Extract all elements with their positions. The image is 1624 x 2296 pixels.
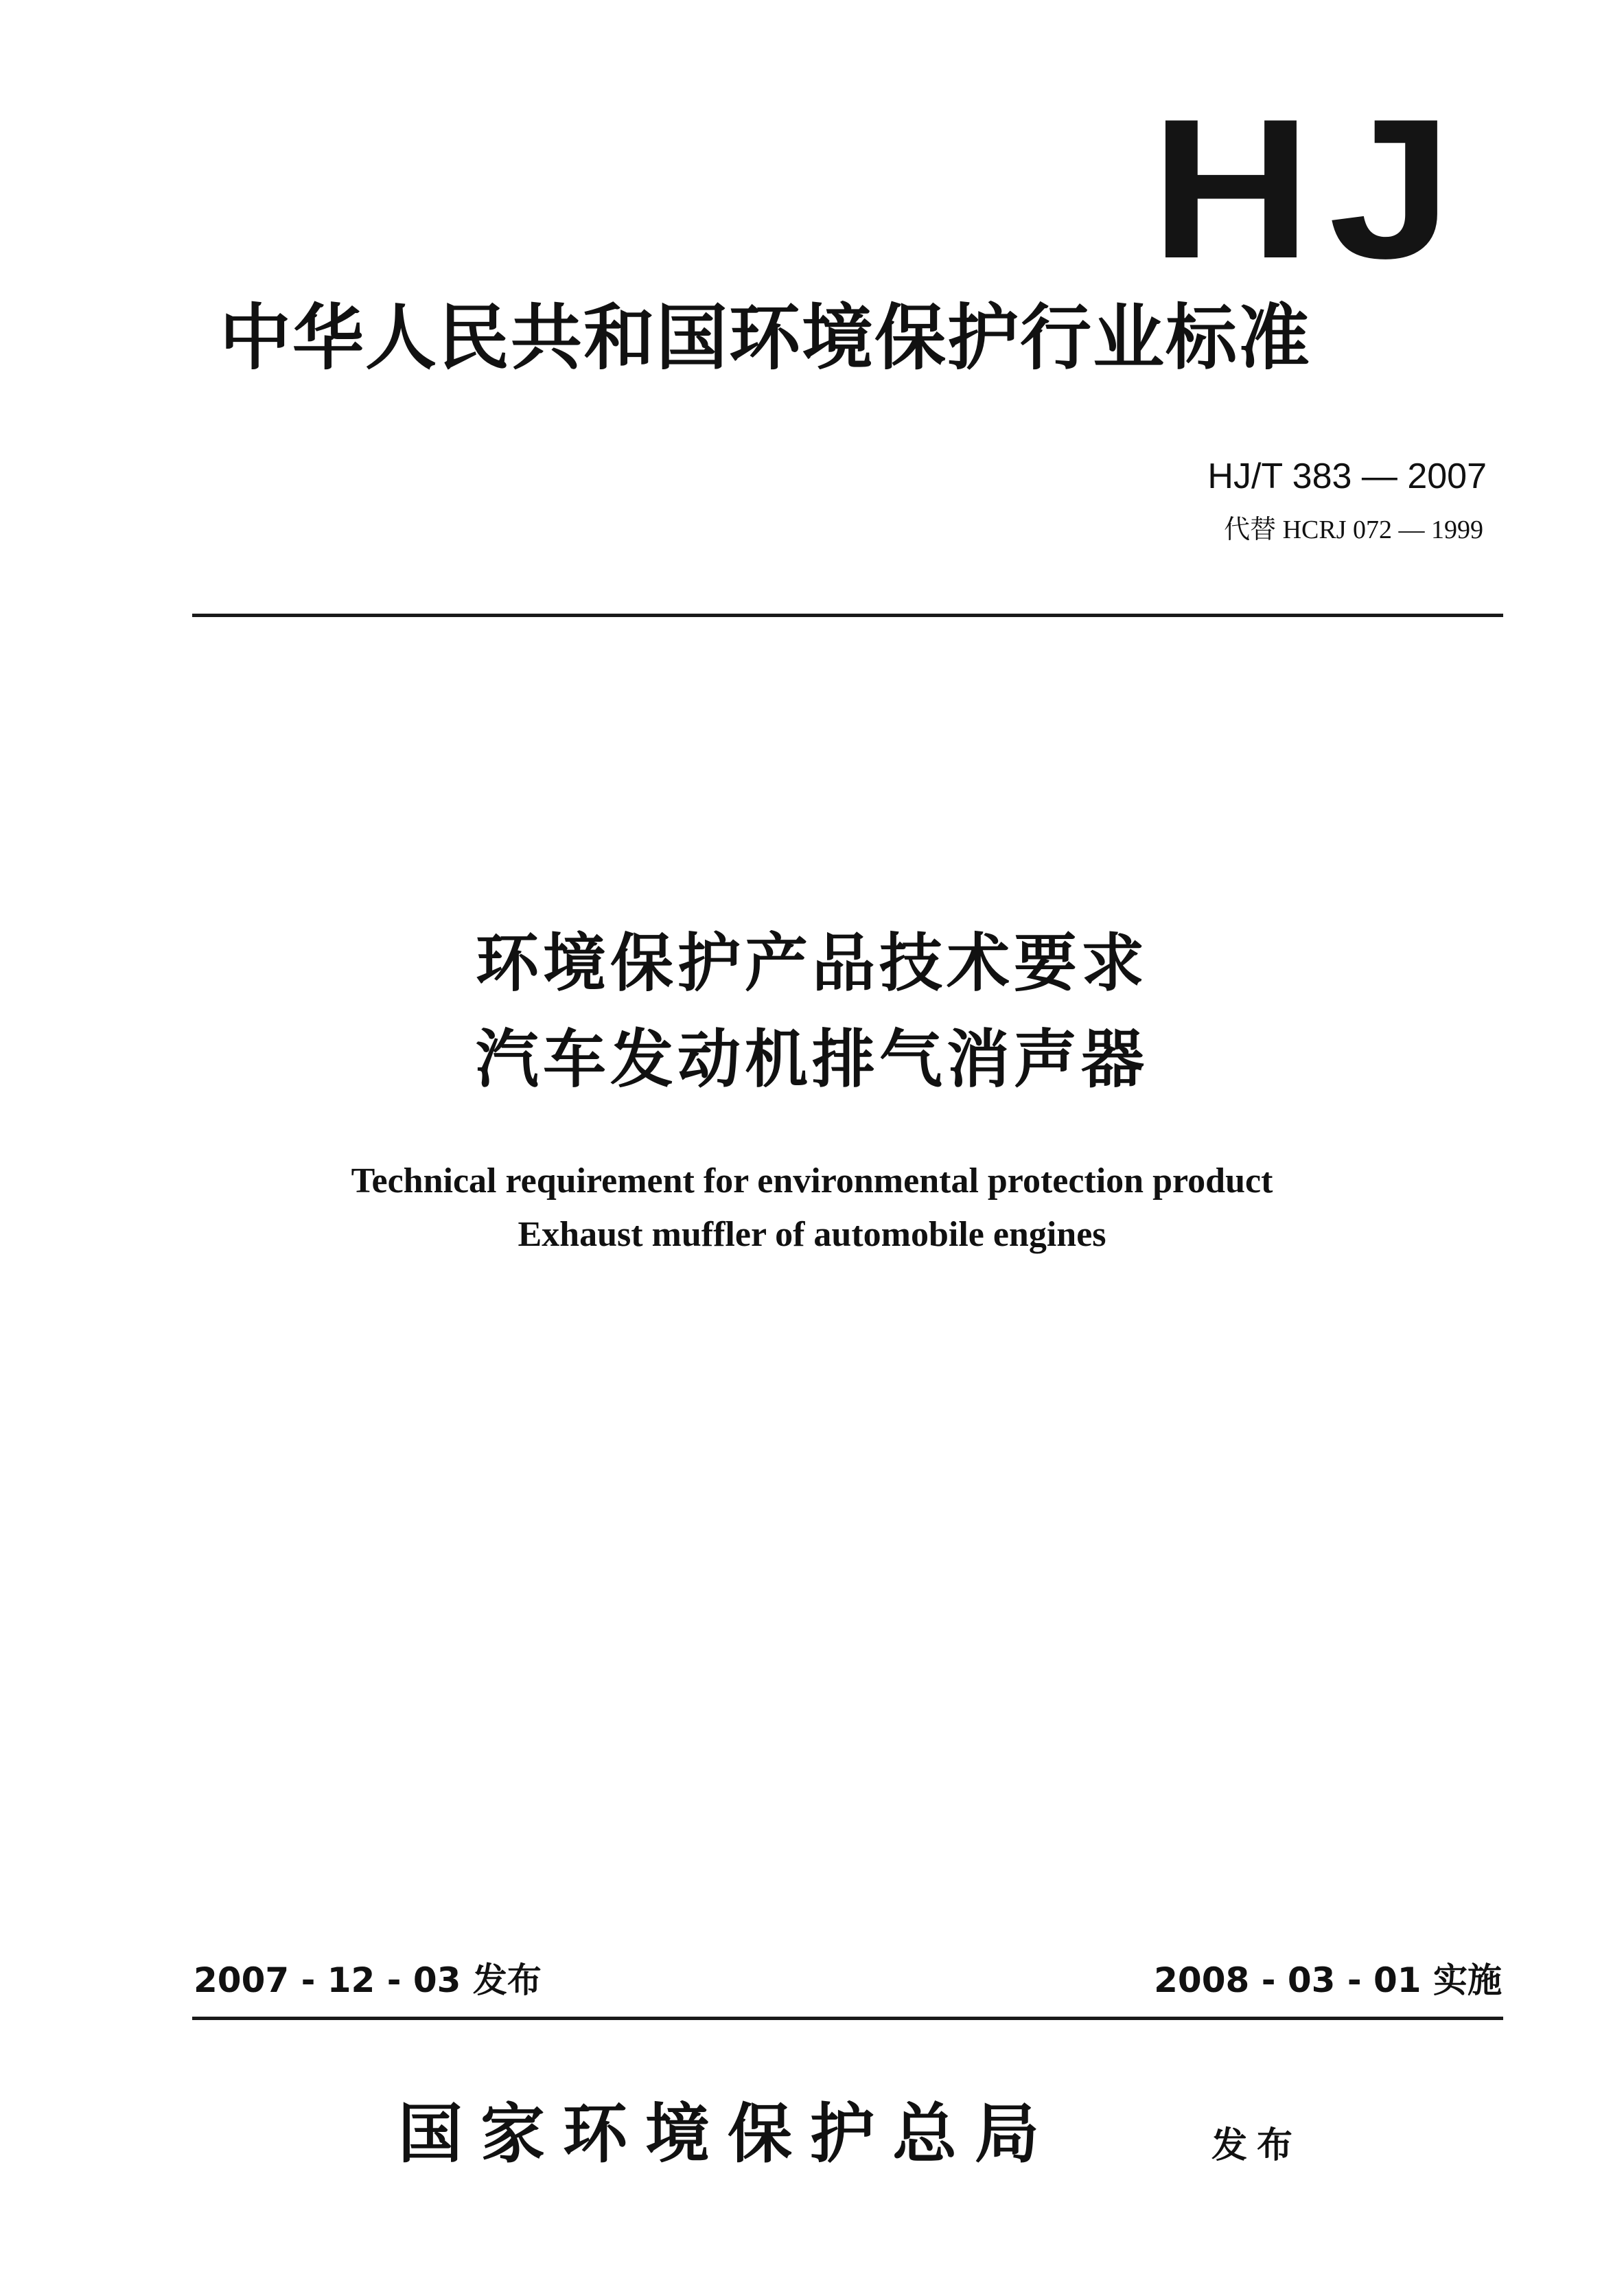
standard-code: HJ/T 383 — 2007 <box>1207 456 1487 496</box>
hj-logo: HJ <box>1150 78 1470 300</box>
standard-category-title: 中华人民共和国环境保护行业标准 <box>220 296 1312 380</box>
implementation-date: 2008 - 03 - 01 实施 <box>1154 1960 1502 2000</box>
title-english-line-2: Exhaust muffler of automobile engines <box>518 1215 1106 1254</box>
footer-divider <box>192 2017 1503 2020</box>
title-english-line-1: Technical requirement for environmental protection product <box>351 1161 1273 1201</box>
title-chinese-line-2: 汽车发动机排气消声器 <box>475 1023 1148 1096</box>
title-chinese-line-1: 环境保护产品技术要求 <box>475 927 1148 1000</box>
publish-label: 发布 <box>1211 2124 1303 2166</box>
replaces-standard: 代替 HCRJ 072 — 1999 <box>1224 515 1483 544</box>
publisher-name: 国家环境保护总局 <box>398 2096 1058 2172</box>
issue-date: 2007 - 12 - 03 发布 <box>194 1960 542 2000</box>
header-divider <box>192 614 1503 617</box>
